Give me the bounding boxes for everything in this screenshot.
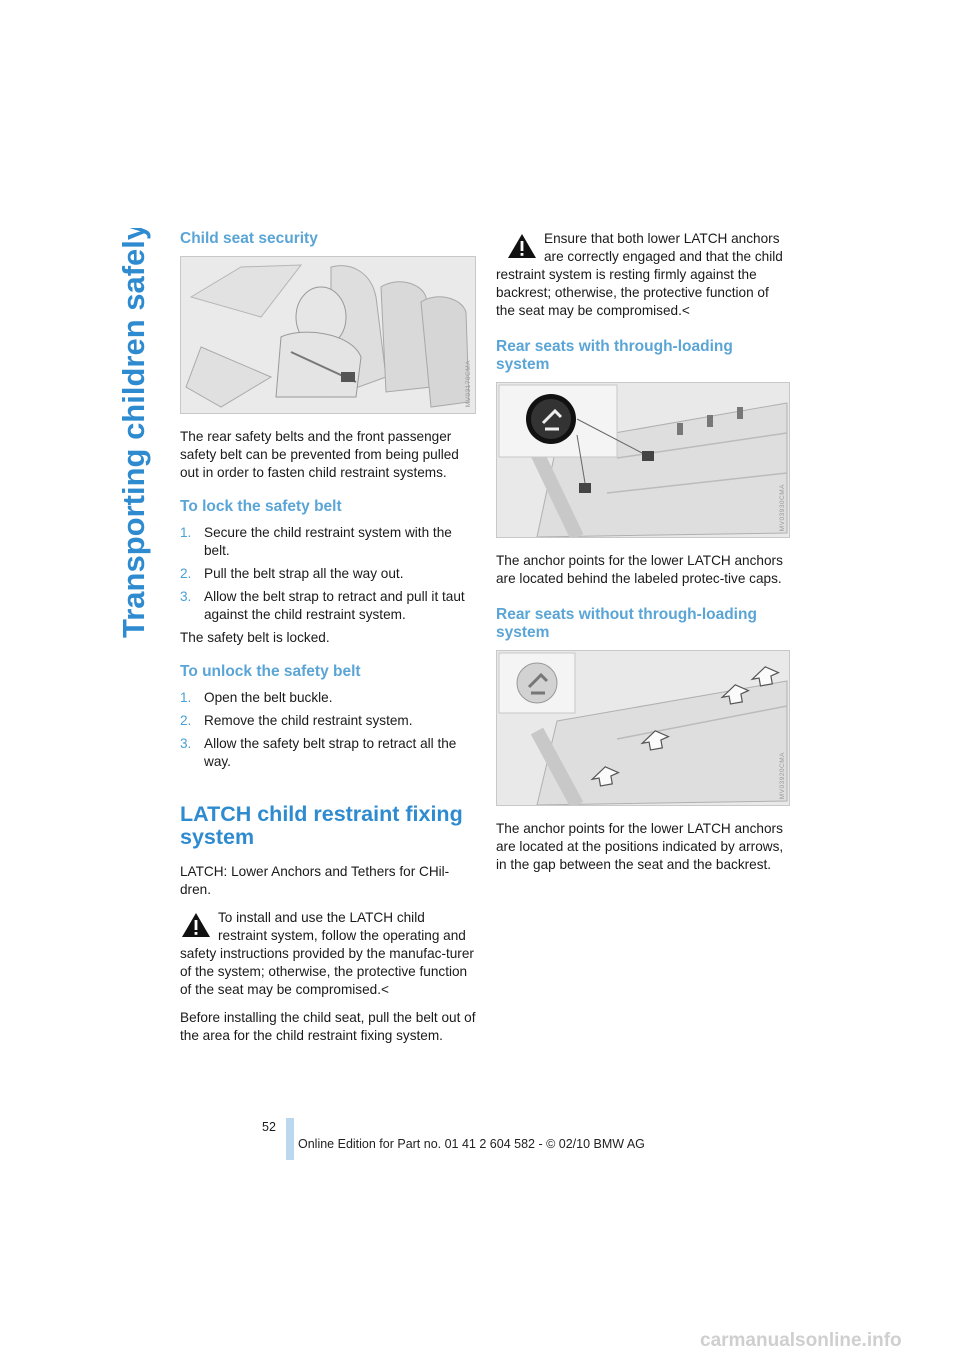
warning-triangle-icon: [506, 232, 538, 260]
side-chapter-title-text: Transporting children safely: [116, 228, 151, 638]
figure-code: MV03920CMA: [779, 751, 786, 799]
figure-through-loading: [496, 382, 790, 538]
figure-code: MV03930CMA: [779, 483, 786, 531]
list-lock-steps: [180, 524, 476, 624]
paragraph-without-through-loading: The anchor points for the lower LATCH anchors are located at the positions indicated by arrows, in the gap between the seat and the backrest.: [496, 821, 784, 872]
paragraph-before-installing: Before installing the child seat, pull the belt out of the area for the child restraint fixing system.: [180, 1010, 476, 1043]
list-item: 1. Secure the child restraint system with the belt.: [180, 525, 452, 558]
heading-latch-system: LATCH child restraint fixing system: [180, 802, 463, 849]
paragraph-through-loading: The anchor points for the lower LATCH anchors are located behind the labeled protec-tive caps.: [496, 553, 783, 586]
heading-without-through-loading: Rear seats without through-loading system: [496, 606, 757, 641]
warning-install-text: To install and use the LATCH child restraint system, follow the operating and safety instructions provided by the manufac-turer of the system; otherwise, the protective function of the seat may be compromised.: [180, 910, 474, 997]
watermark: carmanualsonline.info: [700, 1330, 902, 1351]
list-item: 3. Allow the safety belt strap to retract all the way.: [180, 736, 457, 769]
heading-child-seat-security: Child seat security: [180, 230, 318, 247]
warning-anchors: [496, 230, 790, 320]
paragraph-locked: The safety belt is locked.: [180, 630, 330, 645]
heading-lock-belt: To lock the safety belt: [180, 498, 342, 515]
list-item: 1. Open the belt buckle.: [180, 690, 333, 705]
heading-with-through-loading: Rear seats with through-loading system: [496, 338, 733, 373]
warning-install: [180, 909, 476, 999]
through-loading-illustration: [497, 383, 789, 537]
warning-anchors-text: Ensure that both lower LATCH anchors are correctly engaged and that the child restraint system is resting firmly against the backrest; otherwise, the protective function of the seat may be compromised.: [496, 231, 783, 318]
warning-triangle-icon: [180, 911, 212, 939]
heading-unlock-belt: To unlock the safety belt: [180, 663, 361, 680]
list-item: 2. Remove the child restraint system.: [180, 713, 413, 728]
side-chapter-title: [108, 228, 156, 638]
end-mark: <: [681, 303, 690, 318]
paragraph-rear-belts: The rear safety belts and the front passenger safety belt can be prevented from being pulled out in order to fasten child restraint systems.: [180, 429, 459, 480]
page-number: 52: [262, 1120, 276, 1134]
right-column: [496, 230, 790, 884]
footer-edition: Online Edition for Part no. 01 41 2 604 582 - © 02/10 BMW AG: [298, 1137, 645, 1151]
figure-child-seat: [180, 256, 476, 414]
child-seat-illustration: [181, 257, 475, 413]
footer-accent-bar: [286, 1118, 294, 1160]
list-item: 3. Allow the belt strap to retract and pull it taut against the child restraint system.: [180, 589, 465, 622]
figure-without-through-loading: [496, 650, 790, 806]
without-through-loading-illustration: [497, 651, 789, 805]
list-item: 2. Pull the belt strap all the way out.: [180, 566, 404, 581]
figure-code: MV03170CMA: [465, 359, 472, 407]
list-unlock-steps: [180, 689, 476, 771]
end-mark: <: [380, 982, 389, 997]
left-column: [180, 230, 476, 1055]
paragraph-latch-definition: LATCH: Lower Anchors and Tethers for CHil-dren.: [180, 864, 450, 897]
